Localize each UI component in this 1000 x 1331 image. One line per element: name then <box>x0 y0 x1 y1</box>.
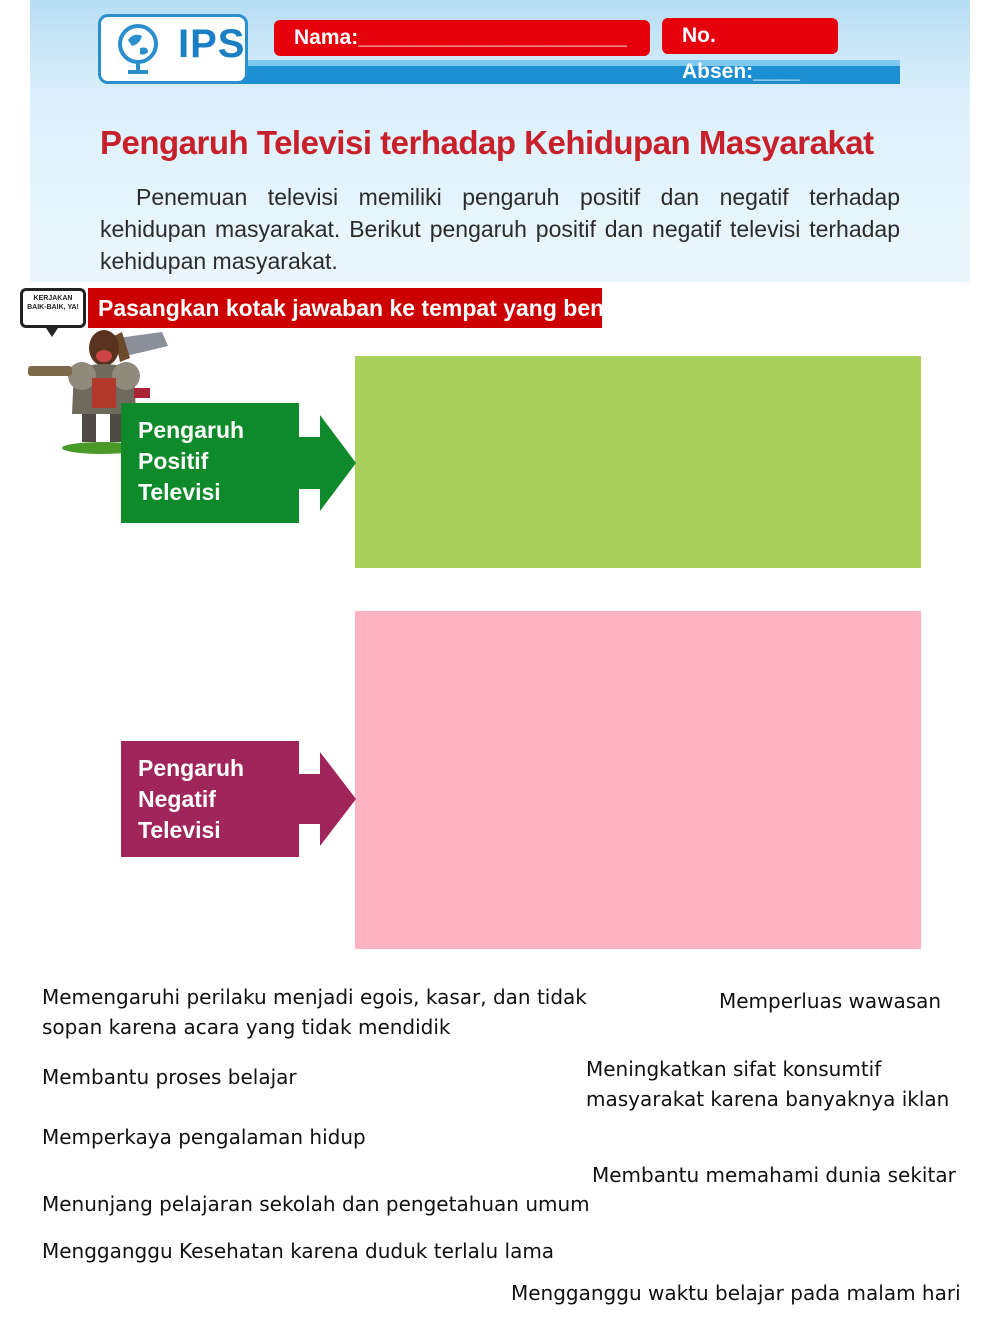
answer-card[interactable] <box>719 986 941 1016</box>
negative-drop-zone[interactable] <box>355 611 921 949</box>
negative-label-line: Pengaruh <box>138 755 245 781</box>
answer-text-line: Menunjang pelajaran sekolah dan pengetahuan umum <box>42 1192 590 1216</box>
answer-card[interactable] <box>42 982 587 1042</box>
answer-card[interactable] <box>42 1189 590 1219</box>
negative-category-label <box>121 741 299 857</box>
positive-label-line: Televisi <box>138 479 221 505</box>
page-title: Pengaruh Televisi terhadap Kehidupan Masyarakat <box>100 124 874 161</box>
negative-label-line: Negatif <box>138 786 216 812</box>
answer-text-line: Meningkatkan sifat konsumtif <box>586 1057 882 1081</box>
positive-label-line: Pengaruh <box>138 417 245 443</box>
positive-category-label <box>121 403 299 523</box>
answer-card[interactable] <box>511 1278 961 1308</box>
answer-card[interactable] <box>42 1122 366 1152</box>
answer-text-line: Membantu proses belajar <box>42 1065 297 1089</box>
absen-number-field[interactable]: No. Absen:____ <box>662 18 838 54</box>
logo-text: IPS <box>178 22 246 66</box>
answer-text-line: Memengaruhi perilaku menjadi egois, kasar, dan tidak <box>42 985 587 1009</box>
globe-icon <box>110 20 166 76</box>
answer-card[interactable] <box>42 1062 297 1092</box>
answer-card[interactable] <box>592 1160 956 1190</box>
positive-drop-zone[interactable] <box>355 356 921 568</box>
positive-label-line: Positif <box>138 448 209 474</box>
answer-text-line: Memperluas wawasan <box>719 989 942 1013</box>
instruction-banner: Pasangkan kotak jawaban ke tempat yang benar, ya! <box>88 288 602 328</box>
answer-text-line: sopan karena acara yang tidak mendidik <box>42 1015 451 1039</box>
answer-text-line: Memperkaya pengalaman hidup <box>42 1125 366 1149</box>
arrow-right-icon <box>282 415 356 511</box>
answer-card[interactable] <box>586 1054 949 1114</box>
answer-text-line: masyarakat karena banyaknya iklan <box>586 1087 950 1111</box>
arrow-right-icon <box>282 752 356 846</box>
answer-card[interactable] <box>42 1236 554 1266</box>
name-field[interactable]: Nama:_______________________ <box>274 20 650 56</box>
answer-text-line: Mengganggu waktu belajar pada malam hari <box>511 1281 961 1305</box>
intro-paragraph: Penemuan televisi memiliki pengaruh positif dan negatif terhadap kehidupan masyarakat. Berikut pengaruh positif dan negatif televisi terhadap kehidupan masyarakat. <box>100 184 900 274</box>
answer-text-line: Mengganggu Kesehatan karena duduk terlalu lama <box>42 1239 555 1263</box>
answer-text-line: Membantu memahami dunia sekitar <box>592 1163 956 1187</box>
negative-label-line: Televisi <box>138 817 221 843</box>
speech-bubble: KERJAKAN BAIK-BAIK, YA! <box>20 288 86 328</box>
